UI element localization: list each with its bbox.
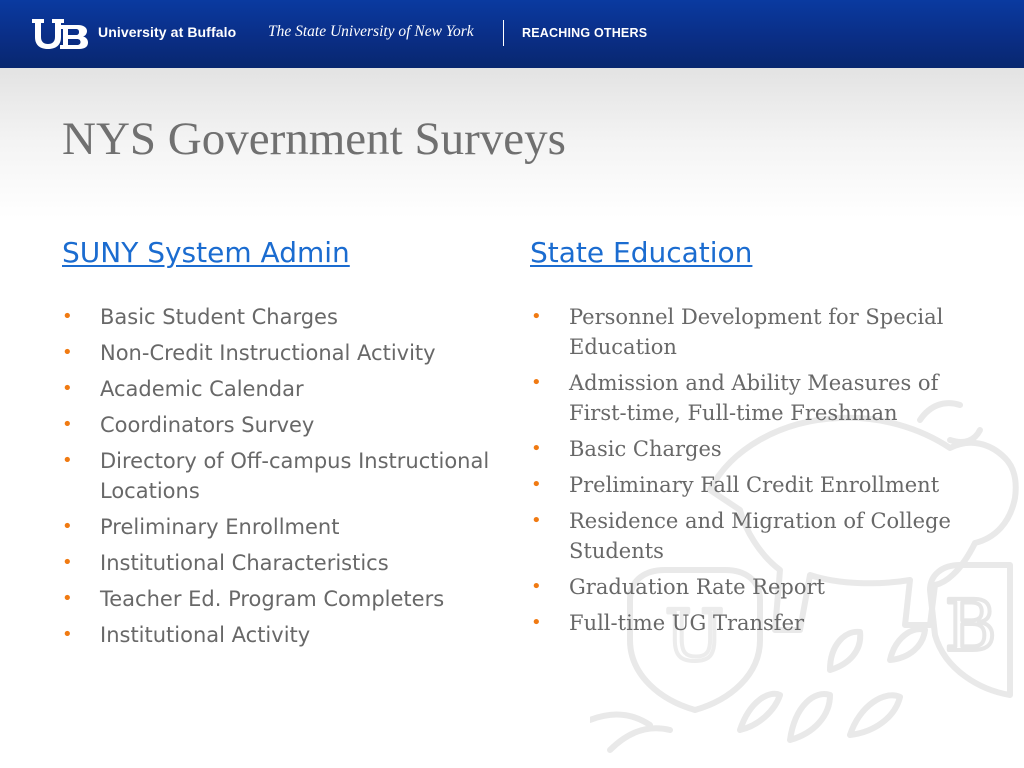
list-item [531, 368, 971, 428]
bullet-icon: • [531, 510, 542, 531]
list-item [531, 302, 971, 362]
list-item [62, 620, 502, 650]
list-item [62, 512, 502, 542]
list-item [62, 410, 502, 440]
svg-text:U: U [665, 595, 724, 677]
list-item [62, 584, 502, 614]
brand-tagline: REACHING OTHERS [522, 26, 648, 40]
list-item-text: Institutional Activity [100, 623, 311, 647]
bullet-icon: • [62, 306, 73, 327]
bullet-icon: • [531, 438, 542, 459]
ub-logo-icon [30, 17, 92, 51]
list-item [531, 470, 971, 500]
list-item-text: Academic Calendar [100, 377, 304, 401]
bullet-icon: • [62, 414, 73, 435]
bullet-icon: • [62, 624, 73, 645]
list-item-text: Preliminary Enrollment [100, 515, 340, 539]
bullet-icon: • [62, 342, 73, 363]
university-header-bar [0, 0, 1024, 68]
bullet-icon: • [62, 516, 73, 537]
list-item-text: Personnel Development for Special Education [569, 305, 944, 359]
list-item [531, 506, 971, 566]
list-item [62, 338, 502, 368]
list-item-text: Basic Charges [569, 437, 722, 461]
list-item-text: Admission and Ability Measures of First-time, Full-time Freshman [569, 371, 939, 425]
bullet-icon: • [62, 450, 73, 471]
brand-subtitle: The State University of New York [268, 23, 474, 40]
list-item-text: Teacher Ed. Program Completers [100, 587, 445, 611]
list-item [531, 434, 971, 464]
list-item [62, 374, 502, 404]
list-item [62, 302, 502, 332]
bullet-icon: • [531, 612, 542, 633]
suny-survey-list [62, 302, 502, 656]
list-item [531, 572, 971, 602]
list-item-text: Graduation Rate Report [569, 575, 825, 599]
list-item-text: Full-time UG Transfer [569, 611, 805, 635]
list-item-text: Non-Credit Instructional Activity [100, 341, 436, 365]
bullet-icon: • [531, 576, 542, 597]
bullet-icon: • [531, 474, 542, 495]
list-item-text: Preliminary Fall Credit Enrollment [569, 473, 940, 497]
svg-text:B: B [945, 585, 997, 667]
list-item-text: Coordinators Survey [100, 413, 315, 437]
list-item-text: Directory of Off-campus Instructional Locations [100, 449, 490, 503]
suny-system-admin-link[interactable]: SUNY System Admin [62, 236, 350, 269]
bullet-icon: • [62, 378, 73, 399]
list-item [62, 446, 502, 506]
brand-name: University at Buffalo [98, 24, 237, 40]
bullet-icon: • [62, 588, 73, 609]
bullet-icon: • [62, 552, 73, 573]
list-item [531, 608, 971, 638]
state-education-link[interactable]: State Education [530, 236, 753, 269]
page-title: NYS Government Surveys [62, 113, 566, 165]
bullet-icon: • [531, 306, 542, 327]
state-education-survey-list [531, 302, 971, 644]
header-divider [503, 20, 504, 46]
bullet-icon: • [531, 372, 542, 393]
list-item-text: Basic Student Charges [100, 305, 338, 329]
list-item-text: Institutional Characteristics [100, 551, 389, 575]
list-item-text: Residence and Migration of College Students [569, 509, 951, 563]
list-item [62, 548, 502, 578]
